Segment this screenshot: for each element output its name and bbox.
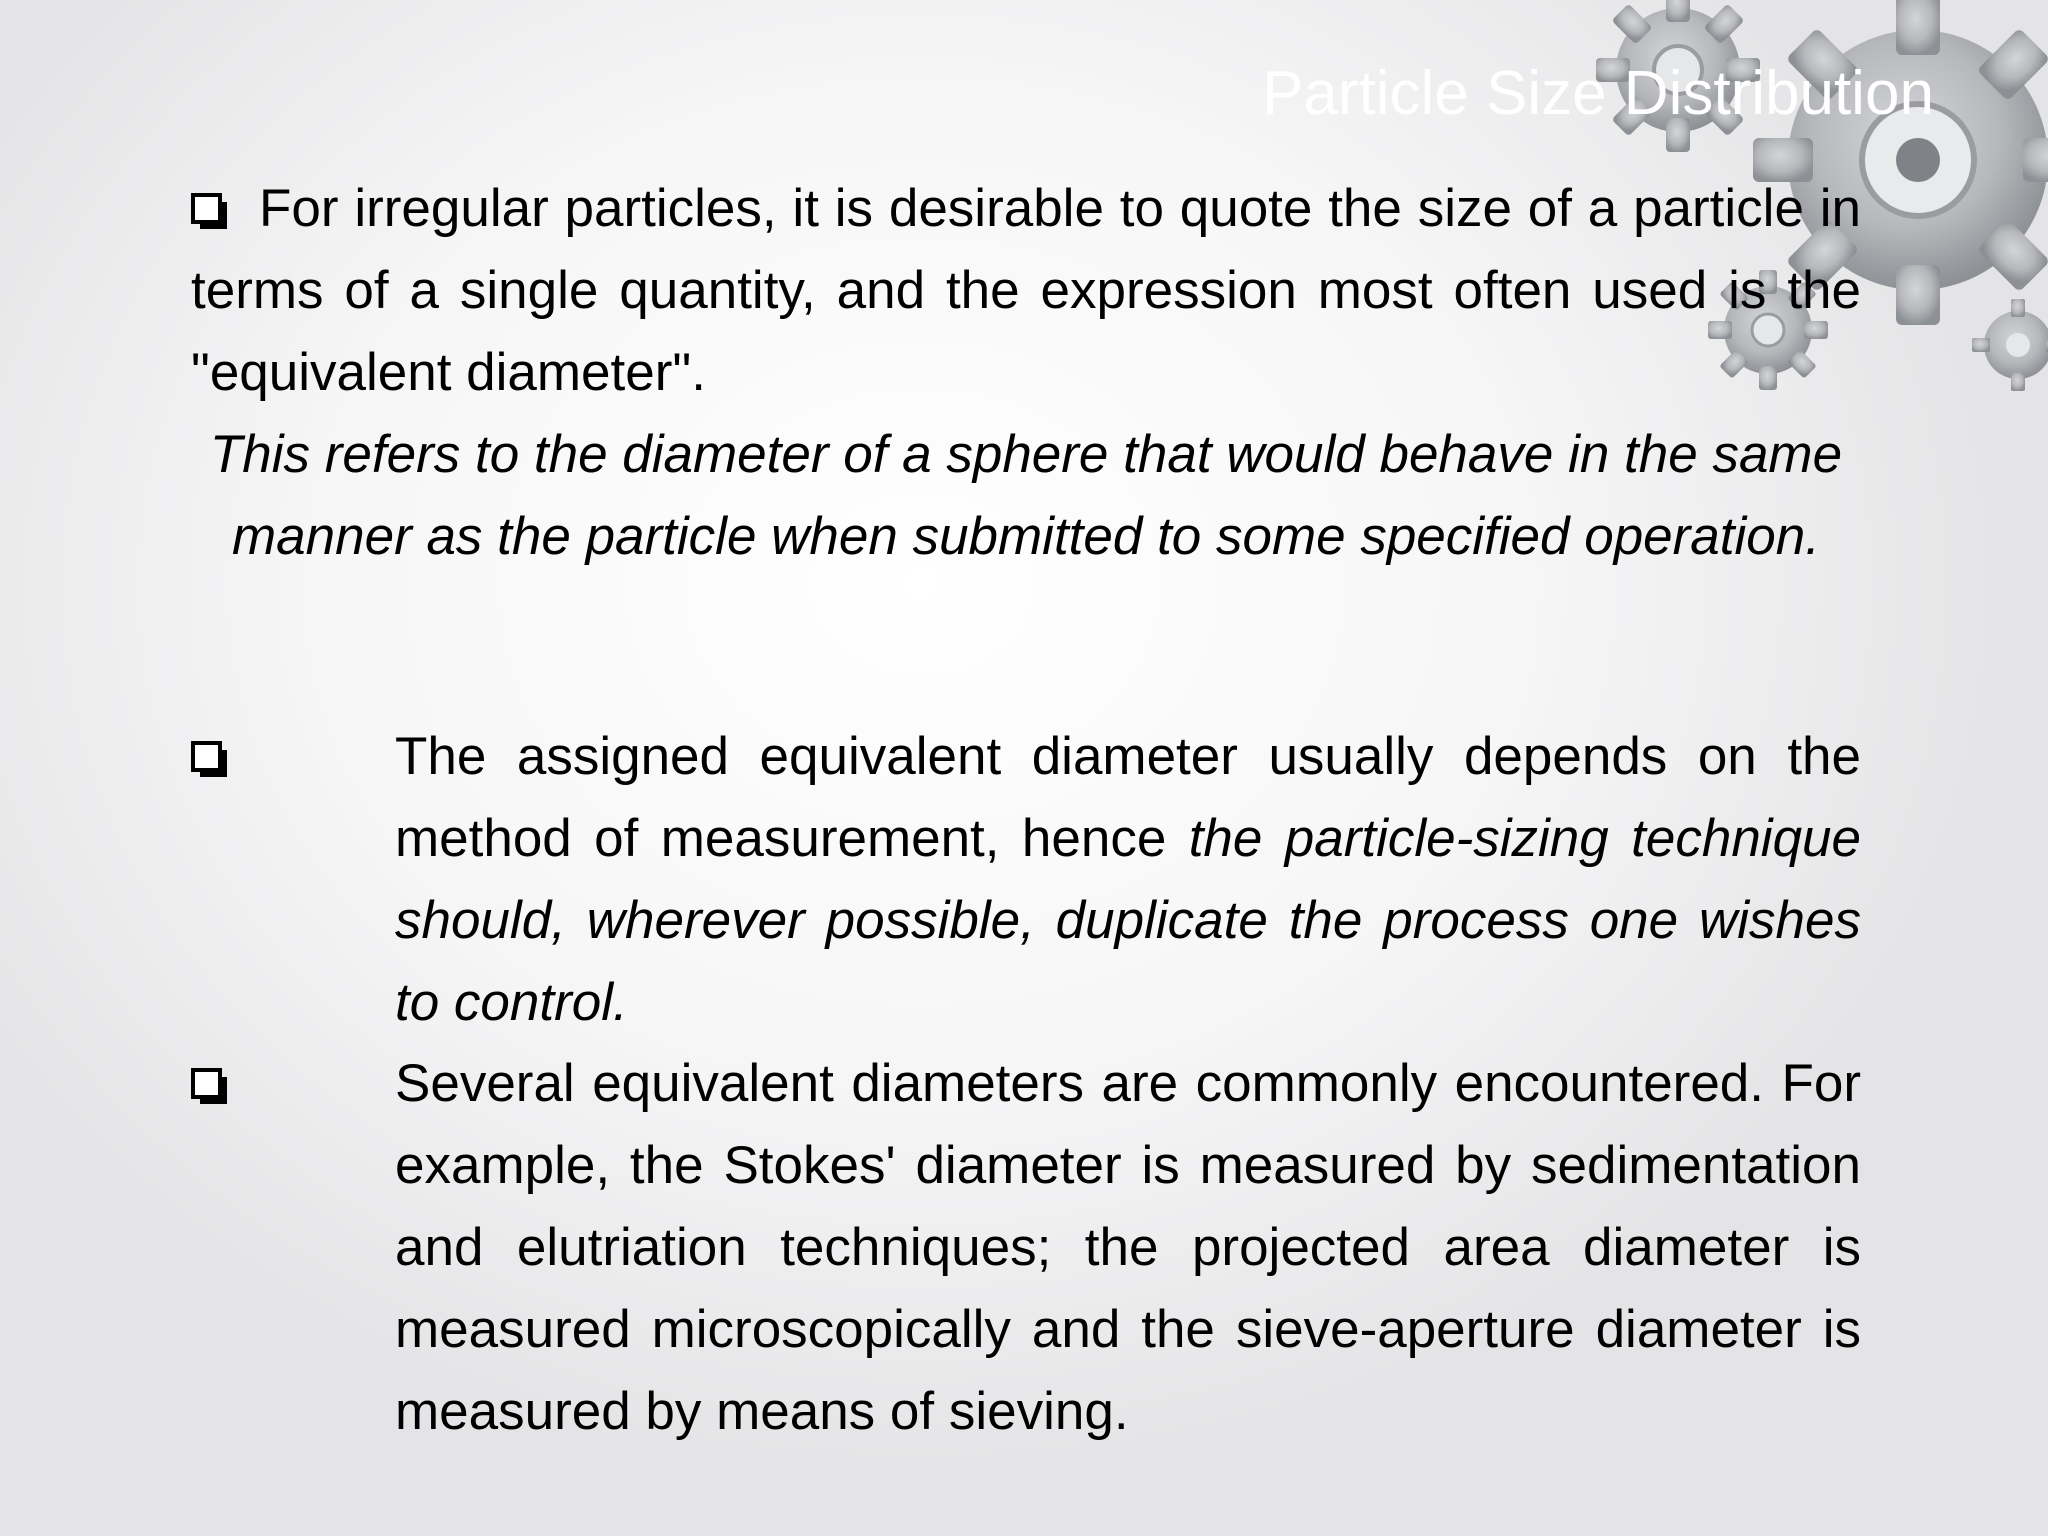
bullet-equivalent-diameters bbox=[191, 1043, 1861, 1453]
square-outline-bullet-icon bbox=[191, 741, 229, 779]
bullet-text-plain: The assigned equivalent diameter usually depends on the method of measurement, hence bbox=[395, 727, 1861, 868]
bullet-text bbox=[395, 716, 1861, 1044]
square-outline-bullet-icon bbox=[191, 193, 229, 231]
bullet-text-italic: the particle-sizing technique should, wherever possible, duplicate the process one wishes to control. bbox=[395, 809, 1861, 1032]
bullet-measurement-method bbox=[191, 716, 1861, 1044]
square-outline-bullet-icon bbox=[191, 1068, 229, 1106]
slide-title: Particle Size Distribution bbox=[1262, 59, 1934, 128]
bullet-text: Several equivalent diameters are commonly encountered. For example, the Stokes' diameter is measured by sedimentation and elutriation techniques; the projected area diameter is measured microscopically and the sieve-aperture diameter is measured by means of sieving. bbox=[395, 1054, 1861, 1441]
paragraph-equivalent-diameter bbox=[191, 168, 1861, 414]
definition-quote: This refers to the diameter of a sphere that would behave in the same manner as the particle when submitted to some specified operation. bbox=[209, 425, 1843, 566]
paragraph-text: For irregular particles, it is desirable to quote the size of a particle in terms of a single quantity, and the expression most often used is the "equivalent diameter". bbox=[191, 179, 1861, 402]
